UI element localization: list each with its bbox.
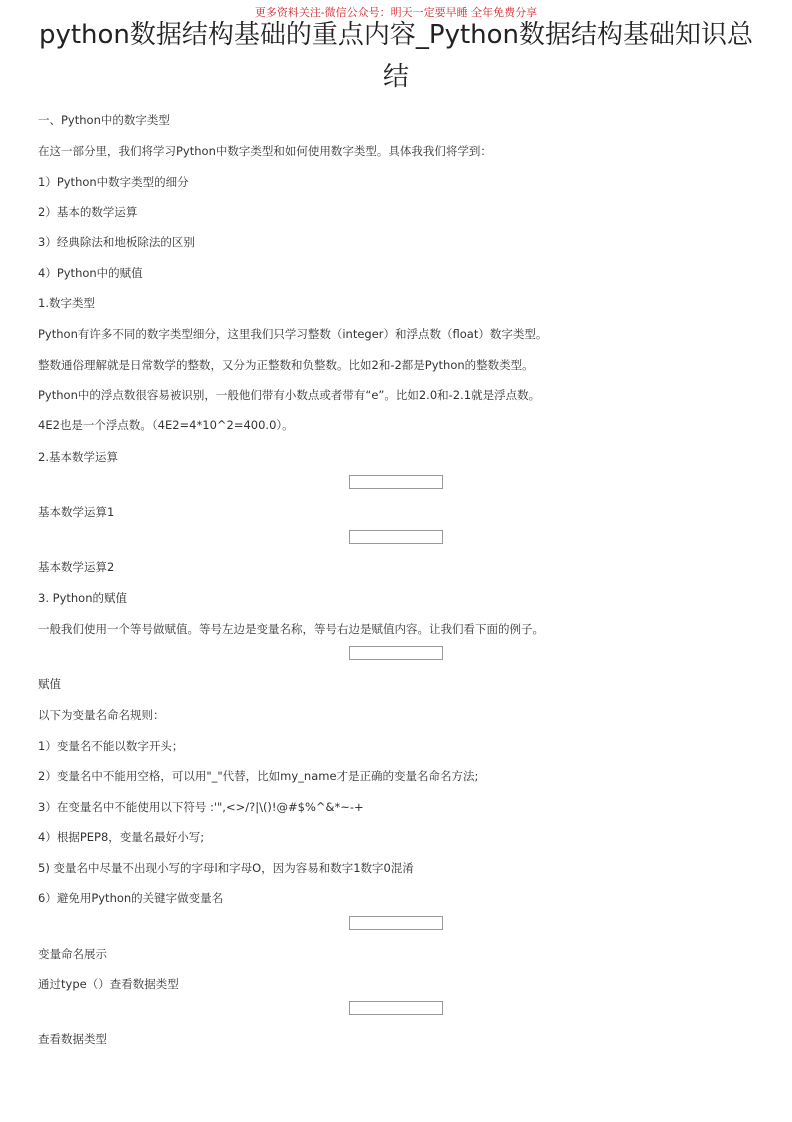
image-placeholder bbox=[349, 475, 443, 489]
paragraph: 基本数学运算2 bbox=[38, 560, 115, 574]
paragraph: 在这一部分里，我们将学习Python中数字类型和如何使用数字类型。具体我我们将学到： bbox=[38, 144, 492, 158]
paragraph: 5) 变量名中尽量不出现小写的字母l和字母O，因为容易和数字1数字0混淆 bbox=[38, 861, 414, 875]
paragraph: 查看数据类型 bbox=[38, 1032, 107, 1046]
paragraph: 一、Python中的数字类型 bbox=[38, 113, 170, 127]
page-title: python数据结构基础的重点内容_Python数据结构基础知识总结 bbox=[38, 20, 754, 92]
image-placeholder bbox=[349, 916, 443, 930]
paragraph: 基本数学运算1 bbox=[38, 505, 115, 519]
paragraph: 1.数字类型 bbox=[38, 296, 95, 310]
paragraph: 以下为变量名命名规则： bbox=[38, 708, 165, 722]
paragraph: Python中的浮点数很容易被识别，一般他们带有小数点或者带有“e”。比如2.0和-2.1就是浮点数。 bbox=[38, 388, 541, 402]
paragraph: 通过type（）查看数据类型 bbox=[38, 977, 179, 991]
paragraph: 整数通俗理解就是日常数学的整数，又分为正整数和负整数。比如2和-2都是Python的整数类型。 bbox=[38, 358, 534, 372]
paragraph: 一般我们使用一个等号做赋值。等号左边是变量名称，等号右边是赋值内容。让我们看下面的例子。 bbox=[38, 622, 544, 636]
paragraph: 3）在变量名中不能使用以下符号 :'",<>/?|\()!@#$%^&*~-+ bbox=[38, 800, 364, 814]
paragraph: 4）Python中的赋值 bbox=[38, 266, 143, 280]
paragraph: 6）避免用Python的关键字做变量名 bbox=[38, 891, 224, 905]
image-placeholder bbox=[349, 530, 443, 544]
paragraph: 2.基本数学运算 bbox=[38, 450, 118, 464]
paragraph: 4）根据PEP8，变量名最好小写; bbox=[38, 830, 205, 844]
promo-banner: 更多资料关注-微信公众号：明天一定要早睡 全年免费分享 bbox=[254, 6, 538, 19]
paragraph: 变量命名展示 bbox=[38, 947, 107, 961]
paragraph: 赋值 bbox=[38, 677, 61, 691]
paragraph: 2）基本的数学运算 bbox=[38, 205, 138, 219]
paragraph: Python有许多不同的数字类型细分，这里我们只学习整数（integer）和浮点数（float）数字类型。 bbox=[38, 327, 548, 341]
image-placeholder bbox=[349, 646, 443, 660]
image-placeholder bbox=[349, 1001, 443, 1015]
paragraph: 3. Python的赋值 bbox=[38, 591, 127, 605]
paragraph: 1）Python中数字类型的细分 bbox=[38, 175, 189, 189]
paragraph: 1）变量名不能以数字开头； bbox=[38, 739, 184, 753]
paragraph: 2）变量名中不能用空格，可以用"_"代替，比如my_name才是正确的变量名命名方法; bbox=[38, 769, 479, 783]
paragraph: 3）经典除法和地板除法的区别 bbox=[38, 235, 195, 249]
paragraph: 4E2也是一个浮点数。（4E2=4*10^2=400.0）。 bbox=[38, 418, 294, 432]
